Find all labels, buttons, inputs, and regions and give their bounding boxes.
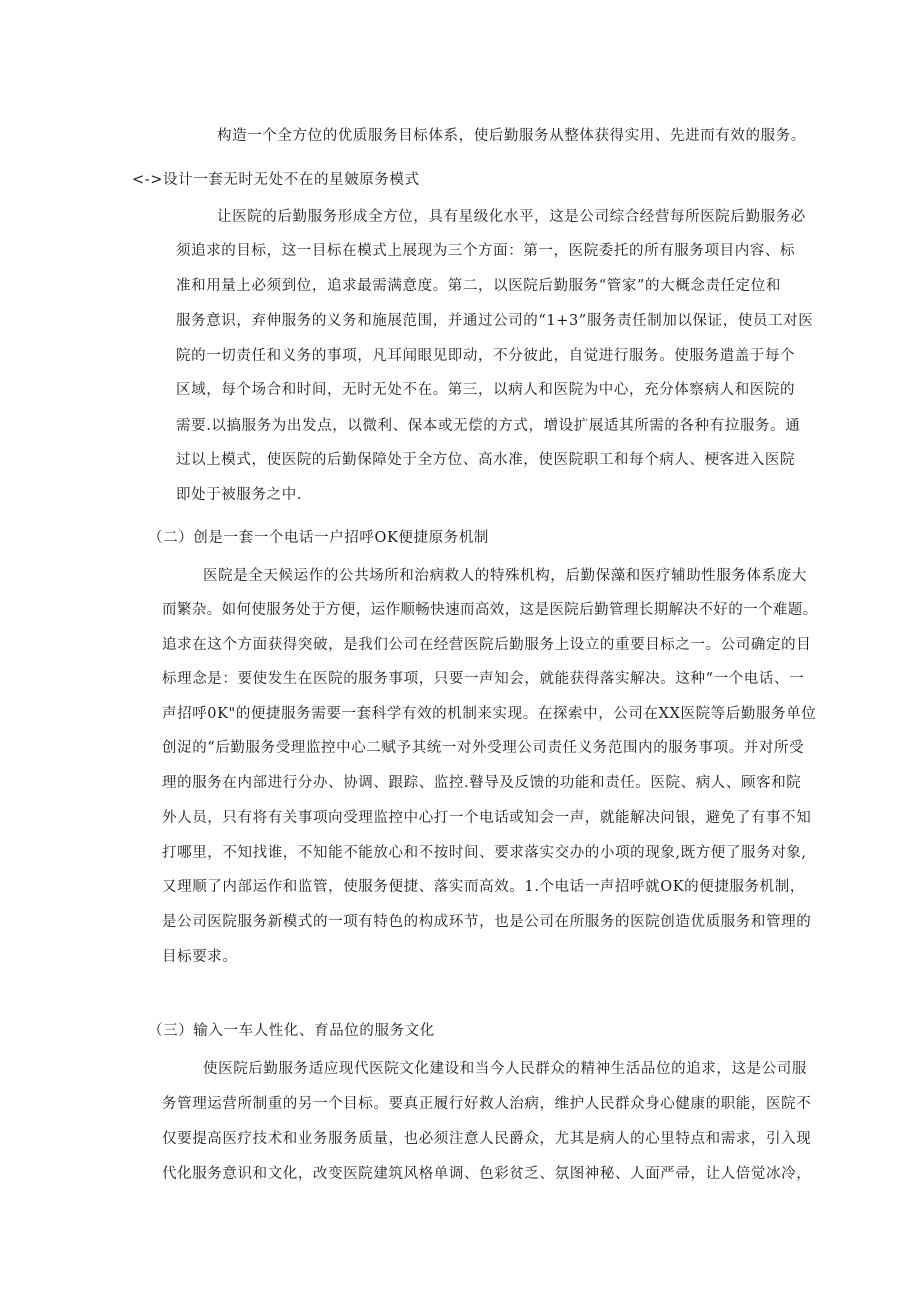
paragraph-line: 准和用量上必须到位，追求最需满意度。第二，以医院后勤服务“管家”的大概念责任定位和 — [176, 278, 781, 294]
section-heading-3: （三）输入一车人性化、育品位的服务文化 — [148, 1023, 435, 1039]
paragraph-line: 追求在这个方面获得突破，是我们公司在经营医院后勤服务上设立的重要目标之一。公司确定的目 — [162, 637, 812, 653]
paragraph-line: 打哪里，不知找谁，不知能不能放心和不按时间、要求落实交办的小项的现象,既方便了服务对象, — [162, 845, 807, 861]
paragraph-line: 务管理运营所制重的另一个目标。要真正履行好救人治病，维护人民群众身心健康的职能，医院不 — [162, 1096, 812, 1112]
intro-line: 构造一个全方位的优质服务目标体系，使后勤服务从整体获得实用、先进而有效的服务。 — [217, 128, 806, 144]
paragraph-line: 理的服务在内部进行分办、协调、跟踪、监控.瞽导及反馈的功能和责任。医院、病人、顾客和院 — [162, 775, 802, 791]
paragraph-line: 医院是全天候运作的公共场所和治病救人的特殊机构，后勤保藻和医疗辅助性服务体系庞大 — [203, 568, 807, 584]
section-heading-2: （二）创是一套一个电话一户招呼OK便捷原务机制 — [148, 530, 490, 546]
paragraph-line: 又理顺了内部运作和监管，使服务便捷、落实而高效。1.个电话一声招呼就OK的便捷服务机制， — [162, 879, 805, 895]
paragraph-line: 而繁杂。如何使服务处于方便，运作顺畅快速而高效，这是医院后勤管理长期解决不好的一个难题。 — [162, 602, 818, 618]
paragraph-line: 使医院后勤服务适应现代医院文化建设和当今人民群众的精神生活品位的追求，这是公司服 — [203, 1061, 807, 1077]
paragraph-line: 标理念是：要使发生在医院的服务事项，只要一声知会，就能获得落实解决。这种“一个电话、一 — [162, 671, 805, 687]
paragraph-line: 外人员，只有将有关事项向受理监控中心打一个电话或知会一声，就能解决问银，避免了有事不知 — [162, 810, 812, 826]
paragraph-line: 目标要求。 — [162, 949, 238, 965]
paragraph-line: 服务意识，弃伸服务的义务和施展范围，并通过公司的“1+3”服务责任制加以保证，使员工对医 — [176, 313, 814, 329]
paragraph-line: 创浞的“后勤服务受理监控中心二赋予其统一对外受理公司责任义务范围内的服务事项。并对所受 — [162, 740, 805, 756]
section-heading-1: <->设计一套无时无处不在的星皴原务模式 — [132, 172, 420, 188]
paragraph-line: 区域，每个场合和时间，无时无处不在。第三，以病人和医院为中心，充分体察病人和医院的 — [176, 382, 796, 398]
paragraph-line: 院的一切责任和义务的事项，凡耳闻眼见即动，不分彼此，自觉进行服务。使服务遣盖于每个 — [176, 348, 796, 364]
paragraph-line: 仅要提高医疗技术和业务服务质量，也必须注意人民爵众，尤其是病人的心里特点和需求，引入现 — [162, 1131, 812, 1147]
paragraph-line: 过以上模式，使医院的后勤保障处于全方位、高水准，使医院职工和每个病人、梗客进入医院 — [176, 452, 796, 468]
paragraph-line: 声招呼0K"的便捷服务需要一套科学有效的机制来实现。在探索中，公司在XX医院等后勤服务单位 — [162, 706, 817, 722]
paragraph-line: 是公司医院服务新模式的一项有特色的构成环节，也是公司在所服务的医院创造优质服务和管理的 — [162, 914, 812, 930]
paragraph-line: 需要.以搞服务为出发点，以微利、保本或无偿的方式，增设扩展适其所需的各种有拉服务。通 — [176, 418, 801, 434]
paragraph-line: 须追求的目标，这一目标在模式上展现为三个方面：第一，医院委托的所有服务项目内容、标 — [176, 243, 796, 259]
paragraph-line: 即处于被服务之中. — [176, 487, 303, 503]
paragraph-line: 代化服务意识和文化，改变医院建筑风格单调、色彩贫乏、氛图神秘、人面严帚，让人倍觉冰冷， — [162, 1166, 812, 1182]
paragraph-line: 让医院的后勤服务形成全方位，具有星级化水平，这是公司综合经营每所医院后勤服务必 — [217, 209, 806, 225]
